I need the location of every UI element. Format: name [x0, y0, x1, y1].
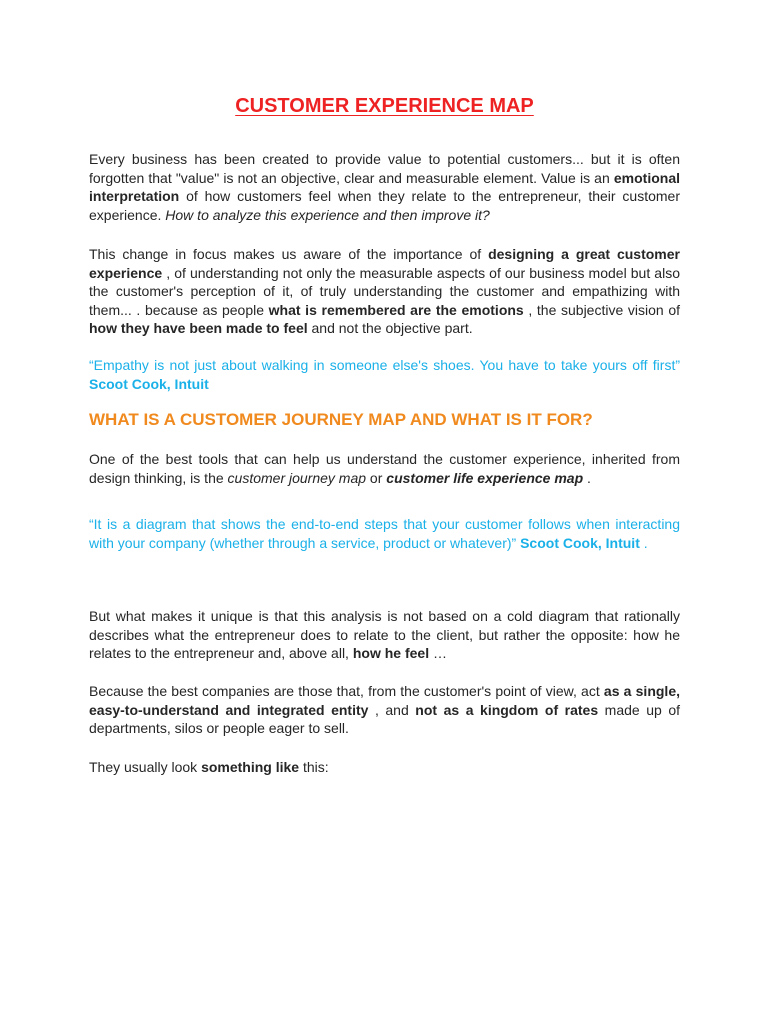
look-like-paragraph	[89, 758, 680, 777]
remembered-emotions-text: what is remembered are the emotions	[268, 301, 524, 318]
unique-analysis-ellipsis: …	[429, 645, 447, 661]
intro-text: Every business has been created to provide value to potential customers... but it is often forgotten that "value" is not an objective, clear and measurable element. Value is an	[89, 151, 680, 186]
emotional-interpretation-text: emotional interpretation	[89, 169, 680, 204]
empathy-quote-author: Scoot Cook, Intuit	[89, 375, 209, 392]
integrated-entity-text: as a single, easy-to-understand and integrated entity	[89, 683, 680, 718]
best-companies-and-text: , and	[368, 701, 416, 718]
diagram-quote-author: Scoot Cook, Intuit	[520, 534, 640, 551]
look-like-end-text: this:	[299, 759, 329, 775]
something-like-text: something like	[201, 759, 300, 775]
journey-map-paragraph	[89, 450, 680, 487]
how-he-feel-text: how he feel	[352, 645, 430, 661]
focus-text: This change in focus makes us aware of the importance of	[89, 246, 489, 262]
unique-analysis-text: But what makes it unique is that this analysis is not based on a cold diagram that rationally describes what the entrepreneur does to relate to the client, but rather the opposite: how he relates to the entrepreneur and, above all,	[89, 608, 680, 661]
designing-experience-text: designing a great customer experience	[89, 246, 680, 281]
focus-text-continued: , of understanding not only the measurable aspects of our business model but also the customer's perception of it, of truly understanding the customer and empathizing with them... . because as people	[89, 264, 680, 318]
analyze-question-text: How to analyze this experience and then improve it?	[165, 206, 490, 223]
journey-or-text: or	[366, 469, 387, 486]
made-to-feel-text: how they have been made to feel	[89, 320, 308, 336]
empathy-quote	[89, 356, 680, 393]
journey-map-text: One of the best tools that can help us understand the customer experience, inherited from design thinking, is the	[89, 451, 680, 486]
diagram-quote-text: “It is a diagram that shows the end-to-end steps that your customer follows when interacting with your company (whether through a service, product or whatever)”	[89, 516, 680, 551]
intro-text-continued: of how customers feel when they relate to the entrepreneur, their customer experience.	[89, 188, 680, 223]
best-companies-text: Because the best companies are those that, from the customer's point of view, act	[89, 683, 604, 699]
intro-paragraph	[89, 150, 680, 224]
unique-analysis-paragraph	[89, 607, 680, 663]
diagram-quote	[89, 515, 680, 552]
subjective-vision-text: , the subjective vision of	[523, 301, 680, 318]
kingdom-of-rates-text: not as a kingdom of rates	[415, 701, 599, 718]
section-heading: WHAT IS A CUSTOMER JOURNEY MAP AND WHAT IS IT FOR?	[89, 410, 593, 429]
page-title: CUSTOMER EXPERIENCE MAP	[235, 95, 534, 117]
best-companies-end-text: made up of departments, silos or people eager to sell.	[89, 701, 681, 736]
objective-part-text: and not the objective part.	[307, 320, 473, 336]
best-companies-paragraph	[89, 682, 680, 738]
journey-map-period: .	[583, 469, 591, 486]
diagram-quote-period: .	[639, 534, 648, 551]
look-like-text: They usually look	[89, 759, 202, 775]
customer-life-experience-map-text: customer life experience map	[386, 469, 584, 486]
focus-paragraph	[89, 245, 680, 338]
customer-journey-map-text: customer journey map	[227, 469, 367, 486]
empathy-quote-text: “Empathy is not just about walking in someone else's shoes. You have to take yours off first”	[89, 357, 680, 373]
